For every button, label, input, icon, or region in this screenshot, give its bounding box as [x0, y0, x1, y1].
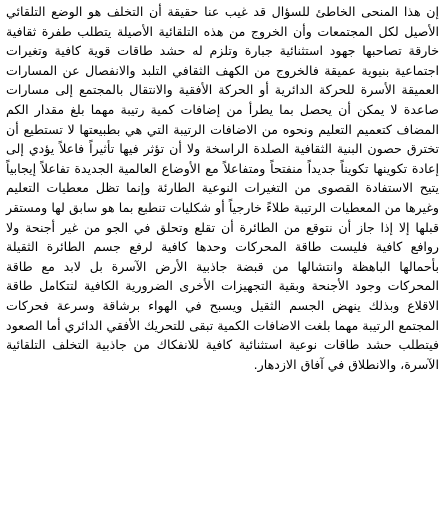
- body-paragraph: إن هذا المنحى الخاطئ للسؤال قد غيب عنا حقيقة أن التخلف هو الوضع التلقائي الأصيل لكل المجتمعات وأن الخروج من هذه التلقائية الأصيلة يتطلب طفرة ثقافية خارقة تصاحبها جهود استثنائية جبارة وتلزم له حشد طاقات قوية كافية وتغيرات اجتماعية بنيوية عميقة فالخروج من الكهف الثقافي التلبد والانفصال عن المسارات العميقة الأسرة للحركة الدائرية أو الحركة الأفقية والانتقال بالمجتمع إلى مسارات صاعدة لا يمكن أن يحصل بما يطرأ من إضافات كمية رتيبة مهما بلغ مقدار الكم المضاف كتعميم التعليم ونحوه من الاضافات الرتيبة التي هي بطبيعتها لا تستطيع أن تخترق حصون البنية الثقافية الصلدة الراسخة ولا أن تؤثر فيها تأثيراً فاعلاً يؤدي إلى إعادة تكوينها تكويناً جديداً منفتحاً ومتفاعلاً مع الأوضاع العالمية الجديدة تفاعلاً إيجابياً يتيح الاستفادة القصوى من التغيرات النوعية الطارئة وإنما تظل معطيات التعليم وغيرها من المعطيات الرتيبة طلاءً خارجياً أو شكليات تنطبع بما هو سابق لها ومستقر قبلها إلا إذا جاز أن نتوقع من الطائرة أن تقلع وتحلق في الجو من غير أجنحة ولا روافع كافية فليست طاقة المحركات وحدها كافية لرفع جسم الطائرة الثقيلة بأحمالها الباهظة وانتشالها من قبضة جاذبية الأرض الآسرة بل لابد مع طاقة المحركات وجود الأجنحة وبقية التجهيزات الأخرى الضرورية الكافية لتتكامل طاقة الاقلاع وبذلك ينهض الجسم الثقيل ويسبح في الهواء برشاقة وسرعة فحركات المجتمع الرتيبة مهما بلغت الاضافات الكمية تبقى للتحريك الأفقي الدائري أما الصعود فيتطلب حشد طاقات نوعية استثنائية كافية للانفكاك من جاذبية التخلف التلقائية الآسرة، والانطلاق في آفاق الازدهار.: [6, 4, 439, 372]
